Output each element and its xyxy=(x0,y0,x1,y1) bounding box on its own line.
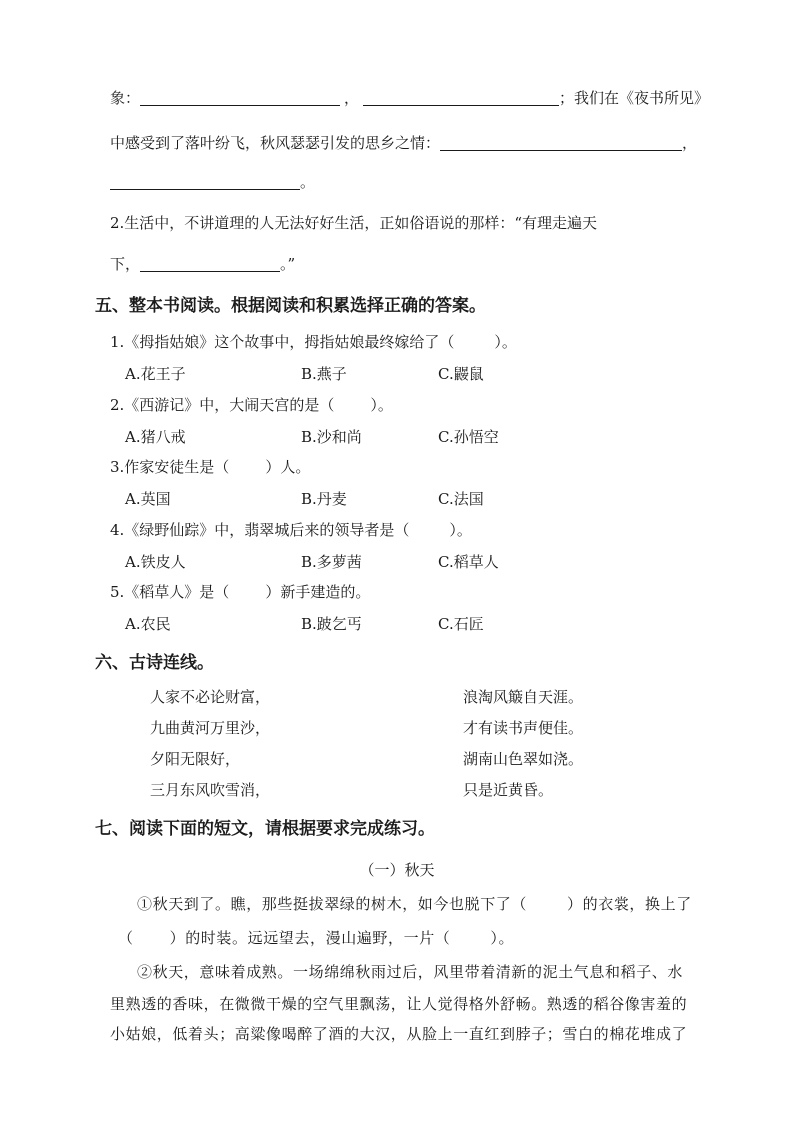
answer-blank[interactable] xyxy=(140,255,280,272)
poem-right-line[interactable]: 湖南山色翠如浇。 xyxy=(463,750,584,768)
answer-blank[interactable] xyxy=(440,134,682,151)
option-a[interactable]: A.英国 xyxy=(125,490,171,508)
poem-left-line[interactable]: 夕阳无限好， xyxy=(150,750,241,768)
passage-p1-line2 xyxy=(118,928,514,948)
q4-item-2-cont xyxy=(110,254,295,274)
q4-line2-suffix: ， xyxy=(682,134,698,152)
q4-line1-prefix: 象： xyxy=(110,89,141,107)
poem-right-line[interactable]: 才有读书声便佳。 xyxy=(463,719,584,737)
question-stem-end: ）人。 xyxy=(265,458,311,476)
option-c[interactable]: C.鼹鼠 xyxy=(438,365,484,383)
option-a[interactable]: A.铁皮人 xyxy=(125,553,186,571)
poem-right-line[interactable]: 只是近黄昏。 xyxy=(463,781,554,799)
passage-p2-line3: 小姑娘，低着头；高粱像喝醉了酒的大汉，从脸上一直红到脖子；雪白的棉花堆成了 xyxy=(110,1025,688,1043)
q4-item2-cont-suffix: 。” xyxy=(280,255,296,273)
question-stem: 2.《西游记》中，大闹天宫的是（ xyxy=(110,396,335,414)
q4-line-1 xyxy=(110,88,709,108)
s5-q1-stem xyxy=(110,332,517,352)
poem-left-line[interactable]: 九曲黄河万里沙， xyxy=(150,719,271,737)
s5-q2-stem xyxy=(110,395,393,415)
question-stem: 3.作家安徒生是（ xyxy=(110,458,230,476)
question-stem: 5.《稻草人》是（ xyxy=(110,583,230,601)
passage-text: （ xyxy=(118,929,134,947)
q4-item2-cont-prefix: 下， xyxy=(110,255,141,273)
section-7-heading: 七、阅读下面的短文，请根据要求完成练习。 xyxy=(95,819,435,839)
question-stem-end: ）新手建造的。 xyxy=(265,583,371,601)
s5-q4-stem xyxy=(110,520,472,540)
s5-q5-stem xyxy=(110,582,370,602)
passage-p2-line1: ②秋天，意味着成熟。一场绵绵秋雨过后，风里带着清新的泥土气息和稻子、水 xyxy=(137,963,684,981)
q4-line3-suffix: 。 xyxy=(300,173,316,191)
passage-text: ）的衣裳，换上了 xyxy=(567,895,692,913)
option-c[interactable]: C.稻草人 xyxy=(438,553,499,571)
passage-text: ）。 xyxy=(490,929,515,947)
q4-line-3 xyxy=(110,172,315,192)
option-b[interactable]: B.多萝茜 xyxy=(301,553,362,571)
option-a[interactable]: A.花王子 xyxy=(125,365,186,383)
option-b[interactable]: B.沙和尚 xyxy=(301,428,362,446)
passage-text: ①秋天到了。瞧，那些挺拔翠绿的树木，如今也脱下了（ xyxy=(137,895,528,913)
passage-text: ）的时装。远远望去，漫山遍野，一片（ xyxy=(169,929,451,947)
option-a[interactable]: A.农民 xyxy=(125,615,171,633)
poem-left-line[interactable]: 人家不必论财富， xyxy=(150,688,271,706)
answer-blank[interactable] xyxy=(363,89,559,106)
s5-q3-stem xyxy=(110,457,310,477)
passage-p2-line2: 里熟透的香味，在微微干燥的空气里飘荡，让人觉得格外舒畅。熟透的稻谷像害羞的 xyxy=(110,995,688,1013)
passage-p1-line1 xyxy=(137,894,692,914)
poem-right-line[interactable]: 浪淘风簸自天涯。 xyxy=(463,688,584,706)
q4-item-2: 2.生活中，不讲道理的人无法好好生活，正如俗语说的那样：“有理走遍天 xyxy=(110,214,597,232)
option-b[interactable]: B.跛乞丐 xyxy=(301,615,362,633)
option-b[interactable]: B.燕子 xyxy=(301,365,347,383)
question-stem-end: ）。 xyxy=(494,333,517,351)
question-stem-end: ）。 xyxy=(449,521,472,539)
question-stem: 1.《拇指姑娘》这个故事中，拇指姑娘最终嫁给了（ xyxy=(110,333,455,351)
q4-line1-sep: ， xyxy=(344,89,360,107)
q4-line1-suffix: ；我们在《夜书所见》 xyxy=(559,89,710,107)
answer-blank[interactable] xyxy=(140,89,340,106)
passage-title: （一）秋天 xyxy=(359,861,435,879)
option-b[interactable]: B.丹麦 xyxy=(301,490,347,508)
option-c[interactable]: C.孙悟空 xyxy=(438,428,499,446)
section-6-heading: 六、古诗连线。 xyxy=(95,653,214,673)
answer-blank[interactable] xyxy=(110,173,300,190)
q4-line-2 xyxy=(110,133,697,153)
question-stem-end: ）。 xyxy=(370,396,393,414)
q4-line2-prefix: 中感受到了落叶纷飞，秋风瑟瑟引发的思乡之情： xyxy=(110,134,441,152)
poem-left-line[interactable]: 三月东风吹雪消， xyxy=(150,781,271,799)
question-stem: 4.《绿野仙踪》中，翡翠城后来的领导者是（ xyxy=(110,521,410,539)
section-5-heading: 五、整本书阅读。根据阅读和积累选择正确的答案。 xyxy=(95,296,486,316)
option-a[interactable]: A.猪八戒 xyxy=(125,428,186,446)
option-c[interactable]: C.法国 xyxy=(438,490,484,508)
option-c[interactable]: C.石匠 xyxy=(438,615,484,633)
